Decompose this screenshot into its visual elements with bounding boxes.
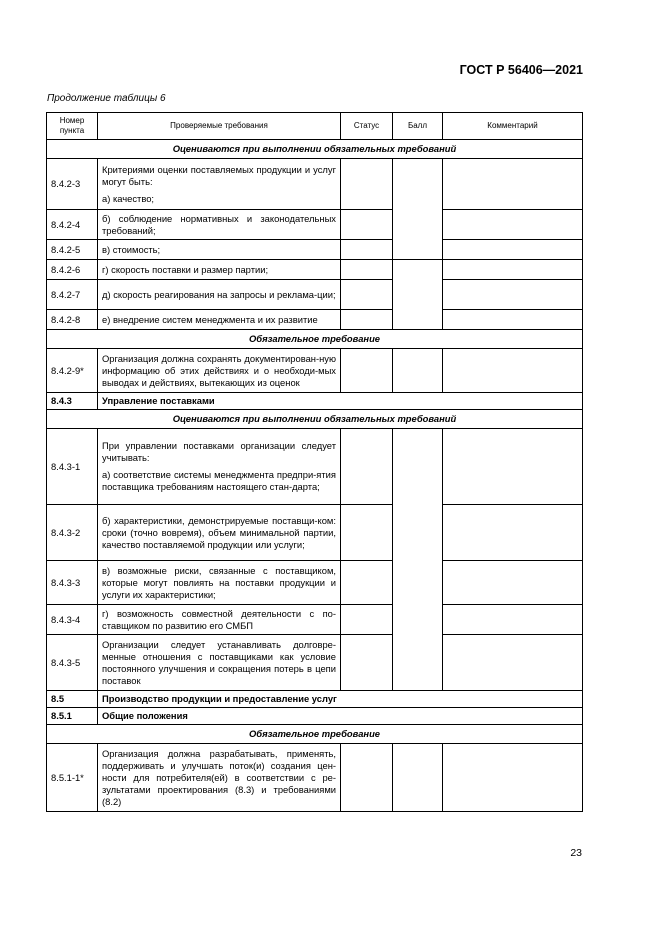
comment-cell: [443, 505, 583, 561]
status-cell: [341, 310, 393, 330]
requirements-table: [46, 112, 583, 812]
requirement-text: [98, 429, 341, 505]
status-cell: [341, 280, 393, 310]
col-header-status: Статус: [341, 113, 393, 140]
comment-cell: [443, 240, 583, 260]
section-mandatory-label: Обязательное требование: [47, 330, 583, 349]
clause-number: 8.5.1-1*: [47, 744, 98, 812]
table-row: [47, 210, 583, 240]
standard-header: ГОСТ Р 56406—2021: [459, 63, 583, 77]
section-mandatory-label: Обязательное требование: [47, 725, 583, 744]
subsection-row: [47, 393, 583, 410]
clause-number: 8.4.2-7: [47, 280, 98, 310]
clause-number: 8.5: [47, 691, 98, 708]
comment-cell: [443, 159, 583, 210]
clause-number: 8.4.3-2: [47, 505, 98, 561]
status-cell: [341, 260, 393, 280]
clause-number: 8.4.3-5: [47, 635, 98, 691]
status-cell: [341, 240, 393, 260]
requirement-text: д) скорость реагирования на запросы и реклама-ции;: [98, 280, 341, 310]
clause-number: 8.5.1: [47, 708, 98, 725]
table-row: [47, 635, 583, 691]
requirement-text-part: При управлении поставками организации следует учитывать:: [102, 440, 336, 463]
clause-number: 8.4.3-3: [47, 561, 98, 605]
status-cell: [341, 744, 393, 812]
subsection-row: [47, 691, 583, 708]
subsection-row: [47, 708, 583, 725]
comment-cell: [443, 310, 583, 330]
comment-cell: [443, 605, 583, 635]
requirement-text: г) скорость поставки и размер партии;: [98, 260, 341, 280]
comment-cell: [443, 429, 583, 505]
requirement-text: в) стоимость;: [98, 240, 341, 260]
col-header-number: Номер пункта: [47, 113, 98, 140]
status-cell: [341, 505, 393, 561]
requirement-text: Организация должна сохранять документирован-ную информацию об этих действиях и о необходи-мых выводах и действиях, вытекающих из оценок: [98, 349, 341, 393]
requirement-text: [98, 159, 341, 210]
table-row: [47, 159, 583, 210]
status-cell: [341, 561, 393, 605]
table-row: [47, 280, 583, 310]
requirement-text: г) возможность совместной деятельности с по-ставщиком по развитию его СМБП: [98, 605, 341, 635]
table-header-row: [47, 113, 583, 140]
clause-number: 8.4.3: [47, 393, 98, 410]
status-cell: [341, 159, 393, 210]
comment-cell: [443, 349, 583, 393]
clause-number: 8.4.2-8: [47, 310, 98, 330]
section-eval-label: Оцениваются при выполнении обязательных требований: [47, 410, 583, 429]
comment-cell: [443, 744, 583, 812]
table-row: [47, 505, 583, 561]
clause-number: 8.4.2-6: [47, 260, 98, 280]
score-cell: [393, 159, 443, 260]
clause-number: 8.4.2-4: [47, 210, 98, 240]
subsection-title: Управление поставками: [98, 393, 583, 410]
requirement-text-part: а) качество;: [102, 192, 155, 204]
score-cell: [393, 744, 443, 812]
requirement-text: Организации следует устанавливать долговре-менные отношения с поставщиками как условие постоянного улучшения и сокращения потерь в цепи поставок: [98, 635, 341, 691]
clause-number: 8.4.2-5: [47, 240, 98, 260]
comment-cell: [443, 280, 583, 310]
score-cell: [393, 429, 443, 691]
score-cell: [393, 349, 443, 393]
col-header-requirements: Проверяемые требования: [98, 113, 341, 140]
status-cell: [341, 605, 393, 635]
page-number: 23: [570, 847, 582, 859]
requirement-text: б) соблюдение нормативных и законодательных требований;: [98, 210, 341, 240]
subsection-title: Производство продукции и предоставление услуг: [98, 691, 583, 708]
requirement-text-part: а) соответствие системы менеджмента предпри-ятия поставщика требованиям настоящего стан-дарта;: [102, 469, 336, 492]
clause-number: 8.4.3-1: [47, 429, 98, 505]
status-cell: [341, 210, 393, 240]
table-row: [47, 349, 583, 393]
col-header-score: Балл: [393, 113, 443, 140]
subsection-title: Общие положения: [98, 708, 583, 725]
table-row: [47, 429, 583, 505]
section-eval-label: Оцениваются при выполнении обязательных требований: [47, 140, 583, 159]
requirement-text: б) характеристики, демонстрируемые поставщи-ком: сроки (точно вовремя), объем минимальной партии, качество поставляемой продукции или услуги;: [98, 505, 341, 561]
clause-number: 8.4.2-9*: [47, 349, 98, 393]
table-row: [47, 260, 583, 280]
table-row: [47, 561, 583, 605]
status-cell: [341, 429, 393, 505]
table-row: [47, 240, 583, 260]
table-row: [47, 744, 583, 812]
requirement-text-part: Критериями оценки поставляемых продукции и услуг могут быть:: [102, 163, 336, 187]
status-cell: [341, 349, 393, 393]
table-row: [47, 310, 583, 330]
comment-cell: [443, 635, 583, 691]
col-header-comment: Комментарий: [443, 113, 583, 140]
table-continuation-caption: Продолжение таблицы 6: [47, 93, 166, 104]
table-row: [47, 605, 583, 635]
requirement-text: е) внедрение систем менеджмента и их развитие: [98, 310, 341, 330]
requirement-text: в) возможные риски, связанные с поставщиком, которые могут повлиять на поставки продукции и услуги их характеристики;: [98, 561, 341, 605]
status-cell: [341, 635, 393, 691]
comment-cell: [443, 561, 583, 605]
comment-cell: [443, 210, 583, 240]
score-cell: [393, 260, 443, 330]
clause-number: 8.4.2-3: [47, 159, 98, 210]
comment-cell: [443, 260, 583, 280]
requirement-text: Организация должна разрабатывать, применять, поддерживать и улучшать поток(и) создания цен-ности для потребителя(ей) в соответствии с ре-зультатами проектирования (8.3) и требованиями (8.2): [98, 744, 341, 812]
clause-number: 8.4.3-4: [47, 605, 98, 635]
